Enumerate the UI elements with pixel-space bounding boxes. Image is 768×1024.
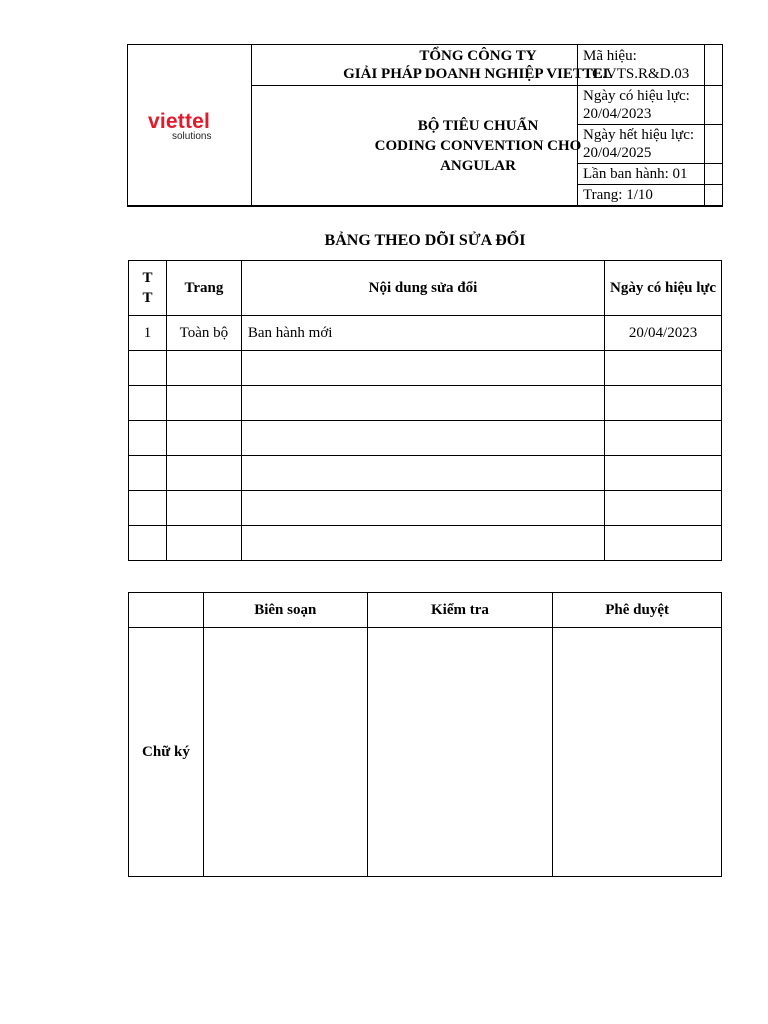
table-row: [129, 386, 722, 421]
revision-header-row: [129, 261, 722, 316]
table-row: [129, 456, 722, 491]
col-phe-duyet: Phê duyệt: [553, 593, 722, 628]
col-trang: Trang: [166, 261, 241, 316]
viettel-logo: [148, 110, 212, 142]
cell-tt: 1: [129, 316, 167, 351]
col-bien-soan: Biên soạn: [203, 593, 367, 628]
page-cell: Trang: 1/10: [583, 187, 653, 203]
signature-box-phe-duyet: [553, 628, 722, 877]
signature-label: Chữ ký: [129, 628, 204, 877]
expiry-cell: Ngày hết hiệu lực: 20/04/2025: [578, 125, 722, 164]
info-column: [577, 44, 723, 207]
sig-blank-header: [129, 593, 204, 628]
table-row: [129, 351, 722, 386]
effective-cell: Ngày có hiệu lực: 20/04/2023: [578, 86, 722, 125]
cell-noi-dung: Ban hành mới: [241, 316, 604, 351]
signature-table: [128, 592, 722, 877]
signature-box-kiem-tra: [367, 628, 553, 877]
signature-row: [129, 628, 722, 877]
signature-box-bien-soan: [203, 628, 367, 877]
logo-sub: solutions: [172, 131, 212, 142]
doc-title: BỘ TIÊU CHUẨN CODING CONVENTION CHO ANGULAR: [374, 118, 582, 174]
col-tt: T T: [129, 261, 167, 316]
table-row: [129, 491, 722, 526]
issue-cell: Lần ban hành: 01: [578, 164, 722, 185]
col-kiem-tra: Kiểm tra: [367, 593, 553, 628]
signature-header-row: [129, 593, 722, 628]
code-cell: Mã hiệu: TC.VTS.R&D.03: [578, 45, 722, 86]
cell-trang: Toàn bộ: [166, 316, 241, 351]
logo-cell: [128, 45, 252, 205]
cell-ngay: 20/04/2023: [605, 316, 722, 351]
col-noi-dung: Nội dung sửa đổi: [241, 261, 604, 316]
table-row: [129, 316, 722, 351]
company-name: TỔNG CÔNG TY GIẢI PHÁP DOANH NGHIỆP VIETTEL: [252, 45, 704, 86]
logo-brand: viettel: [148, 110, 211, 133]
table-row: [129, 421, 722, 456]
revision-title: BẢNG THEO DÕI SỬA ĐỔI: [324, 232, 526, 249]
revision-table: [128, 260, 722, 561]
table-row: [129, 526, 722, 561]
col-ngay: Ngày có hiệu lực: [605, 261, 722, 316]
